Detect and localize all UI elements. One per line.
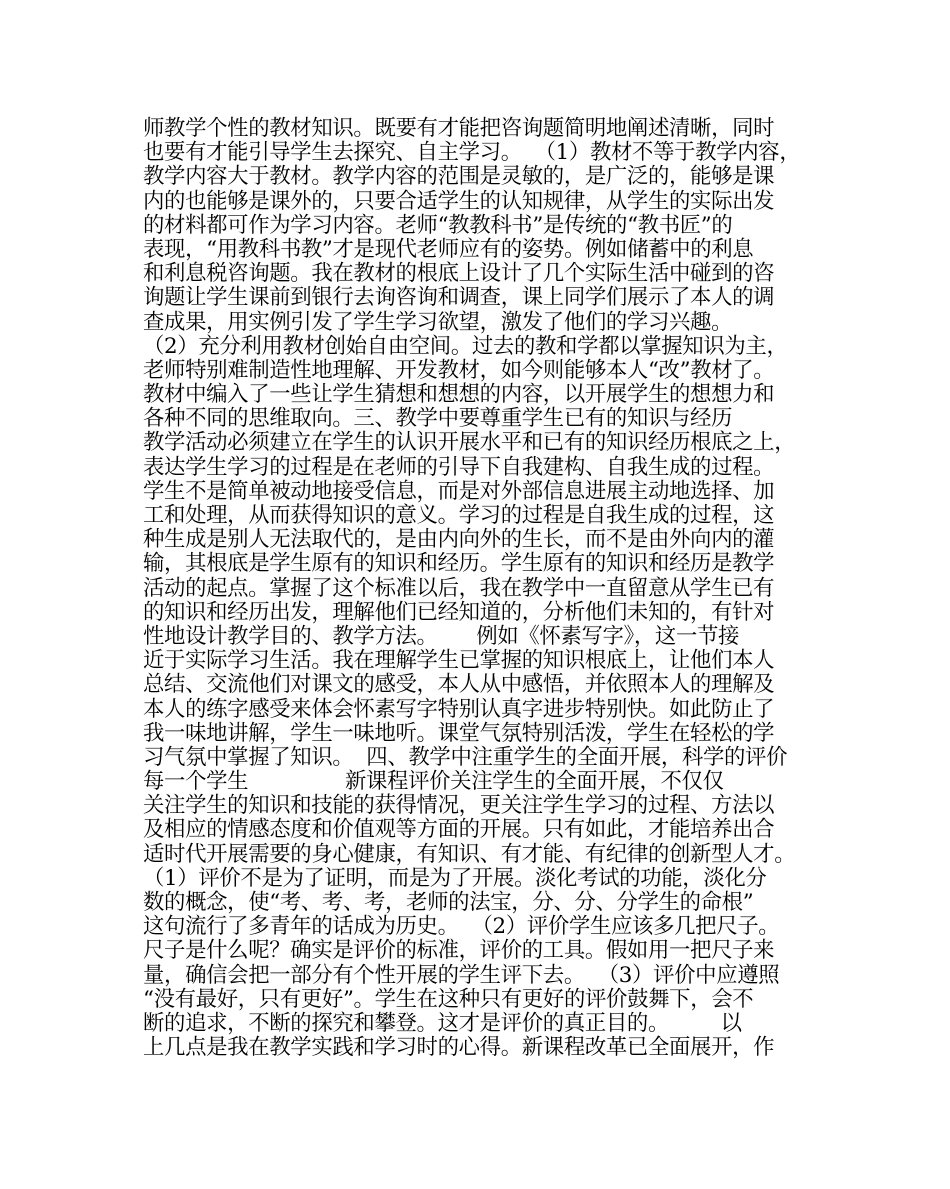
text-line: 每一个学生 新课程评价关注学生的全面开展，不仅仅 — [143, 769, 724, 795]
text-line: 尺子是什么呢？确实是评价的标准，评价的工具。假如用一把尺子来 — [143, 938, 775, 964]
text-line: 学生不是简单被动地接受信息，而是对外部信息进展主动地选择、加 — [143, 478, 775, 504]
text-line: 活动的起点。掌握了这个标准以后，我在教学中一直留意从学生已有 — [143, 575, 775, 601]
text-line: 和利息税咨询题。我在教材的根底上设计了几个实际生活中碰到的咨 — [143, 261, 775, 287]
text-line: 师教学个性的教材知识。既要有才能把咨询题简明地阐述清晰，同时 — [143, 116, 775, 141]
text-line: 各种不同的思维取向。三、教学中要尊重学生已有的知识与经历 — [143, 406, 733, 432]
text-line: 查成果，用实例引发了学生学习欲望，激发了他们的学习兴趣。 — [143, 309, 733, 335]
text-line: 教学内容大于教材。教学内容的范围是灵敏的，是广泛的，能够是课 — [143, 164, 775, 190]
text-line: 表现，“用教科书教”才是现代老师应有的姿势。例如储蓄中的利息 — [143, 236, 754, 262]
text-line: 性地设计教学目的、教学方法。 例如《怀素写字》，这一节接 — [143, 623, 740, 649]
text-line: （2）充分利用教材创始自由空间。过去的教和学都以掌握知识为主， — [143, 333, 788, 359]
text-line: 适时代开展需要的身心健康，有知识、有才能、有纪律的创新型人才。 — [143, 841, 796, 867]
text-line: 近于实际学习生活。我在理解学生已掌握的知识根底上，让他们本人 — [143, 648, 775, 674]
body-text — [143, 117, 833, 1060]
text-line: 上几点是我在教学实践和学习时的心得。新课程改革已全面展开，作 — [143, 1035, 775, 1061]
text-line: 输，其根底是学生原有的知识和经历。学生原有的知识和经历是教学 — [143, 551, 775, 577]
text-line: 老师特别难制造性地理解、开发教材，如今则能够本人“改”教材了。 — [143, 357, 775, 383]
text-line: 的材料都可作为学习内容。老师“教教科书”是传统的“教书匠”的 — [143, 212, 733, 238]
text-line: 本人的练字感受来体会怀素写字特别认真字进步特别快。如此防止了 — [143, 696, 775, 722]
text-line: 内的也能够是课外的，只要合适学生的认知规律，从学生的实际出发 — [143, 188, 775, 214]
text-line: 询题让学生课前到银行去询咨询和调查，课上同学们展示了本人的调 — [143, 285, 775, 311]
text-line: 关注学生的知识和技能的获得情况，更关注学生学习的过程、方法以 — [143, 793, 775, 819]
text-line: 断的追求，不断的探究和攀登。这才是评价的真正目的。 以 — [143, 1010, 742, 1036]
text-line: 教材中编入了一些让学生猜想和想想的内容，以开展学生的想想力和 — [143, 382, 775, 408]
text-line: （1）评价不是为了证明，而是为了开展。淡化考试的功能，淡化分 — [143, 865, 767, 891]
text-line: 表达学生学习的过程是在老师的引导下自我建构、自我生成的过程。 — [143, 454, 775, 480]
text-line: 也要有才能引导学生去探究、自主学习。 （1）教材不等于教学内容， — [143, 140, 801, 166]
text-line: 总结、交流他们对课文的感受，本人从中感悟，并依照本人的理解及 — [143, 672, 775, 698]
text-line: 数的概念，使“考、考、考，老师的法宝，分、分、分学生的命根” — [143, 890, 754, 915]
text-line: 种生成是别人无法取代的，是由内向外的生长，而不是由外向内的灌 — [143, 527, 775, 553]
text-line: 及相应的情感态度和价值观等方面的开展。只有如此，才能培养出合 — [143, 817, 775, 843]
text-line: 的知识和经历出发，理解他们已经知道的，分析他们未知的，有针对 — [143, 599, 775, 625]
text-line: 教学活动必须建立在学生的认识开展水平和已有的知识经历根底之上， — [143, 430, 796, 456]
text-line: 我一味地讲解，学生一味地听。课堂气氛特别活泼，学生在轻松的学 — [143, 720, 775, 746]
text-line: “没有最好，只有更好”。学生在这种只有更好的评价鼓舞下，会不 — [143, 986, 754, 1012]
text-line: 这句流行了多青年的话成为历史。 （2）评价学生应该多几把尺子。 — [143, 914, 780, 940]
text-line: 量，确信会把一部分有个性开展的学生评下去。 （3）评价中应遵照 — [143, 962, 780, 988]
text-line: 工和处理，从而获得知识的意义。学习的过程是自我生成的过程，这 — [143, 503, 775, 528]
text-line: 习气氛中掌握了知识。 四、教学中注重学生的全面开展，科学的评价 — [143, 744, 788, 770]
